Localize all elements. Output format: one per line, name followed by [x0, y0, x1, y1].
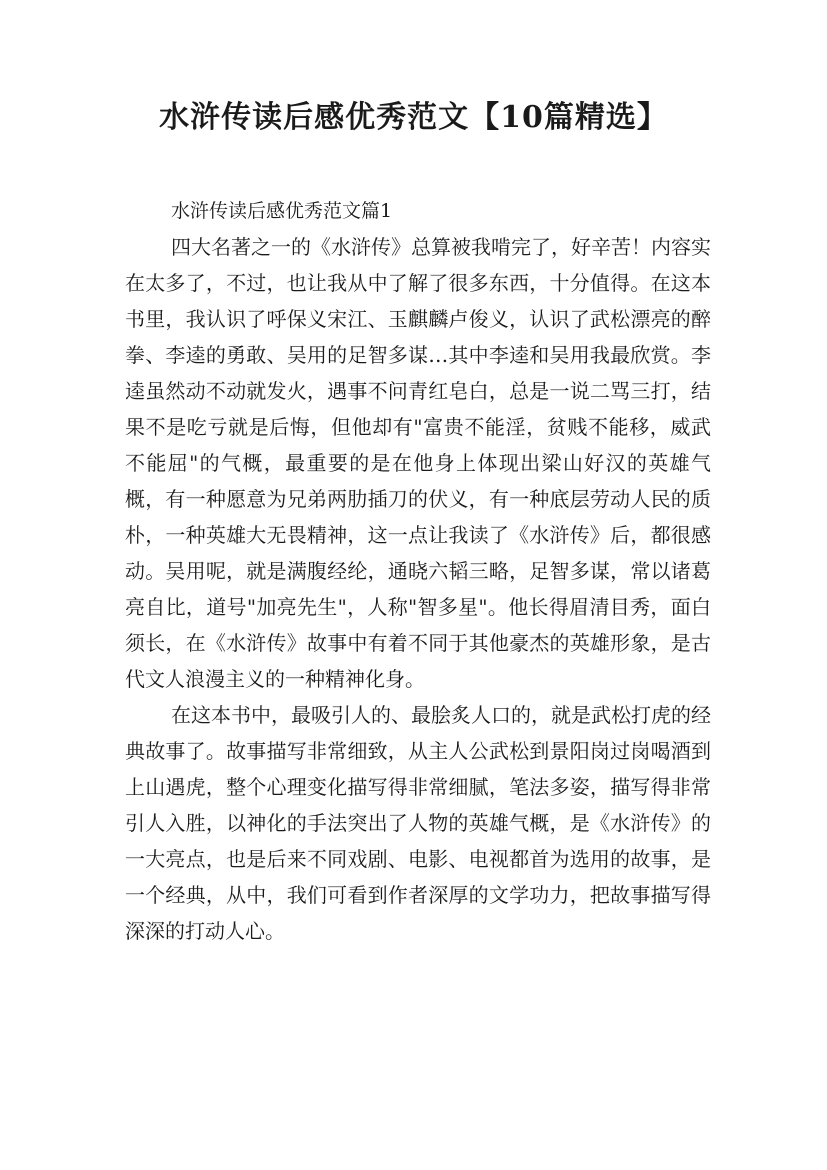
section-heading: 水浒传读后感优秀范文篇1 — [171, 200, 393, 222]
document-title: 水浒传读后感优秀范文【10篇精选】 — [159, 100, 668, 135]
body-paragraph: 在这本书中，最吸引人的、最脍炙人口的，就是武松打虎的经典故事了。故事描写非常细致，从主人公武松到景阳岗过岗喝酒到上山遇虎，整个心理变化描写得非常细腻，笔法多姿，描写得非常引人入胜，以神化的手法突出了人物的英雄气概，是《水浒传》的一大亮点，也是后来不同戏剧、电影、电视都首为选用的故事，是一个经典，从中，我们可看到作者深厚的文学功力，把故事描写得深深的打动人心。 — [125, 703, 711, 943]
document-body — [125, 193, 711, 949]
body-paragraph: 四大名著之一的《水浒传》总算被我啃完了，好辛苦！内容实在太多了，不过，也让我从中了解了很多东西，十分值得。在这本书里，我认识了呼保义宋江、玉麒麟卢俊义，认识了武松漂亮的醉拳、李逵的勇敢、吴用的足智多谋…其中李逵和吴用我最欣赏。李逵虽然动不动就发火，遇事不问青红皂白，总是一说二骂三打，结果不是吃亏就是后悔，但他却有"富贵不能淫，贫贱不能移，威武不能屈"的气概，最重要的是在他身上体现出梁山好汉的英雄气概，有一种愿意为兄弟两肋插刀的伏义，有一种底层劳动人民的质朴，一种英雄大无畏精神，这一点让我读了《水浒传》后，都很感动。吴用呢，就是满腹经纶，通晓六韬三略，足智多谋，常以诸葛亮自比，道号"加亮先生"，人称"智多星"。他长得眉清目秀，面白须长，在《水浒传》故事中有着不同于其他豪杰的英雄形象，是古代文人浪漫主义的一种精神化身。 — [125, 235, 711, 691]
